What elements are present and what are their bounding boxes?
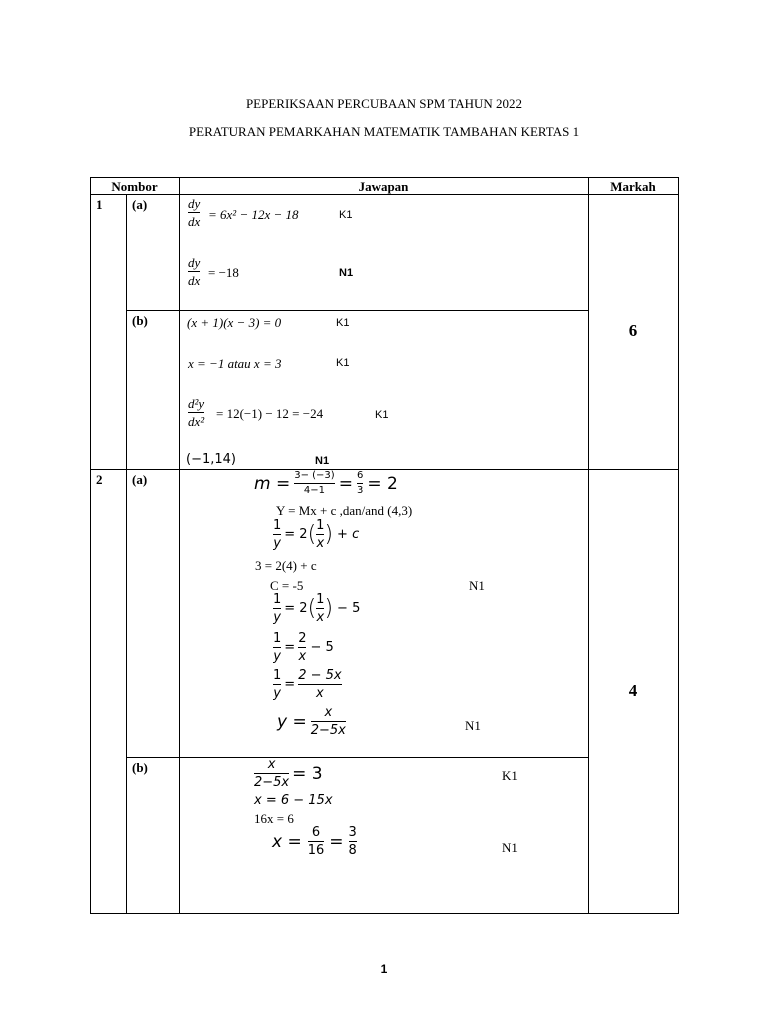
q1a-step1-mark: K1	[339, 209, 353, 221]
q2a-find-c-line: 3 = 2(4) + c	[255, 558, 317, 573]
q2a-c-value: C = -5	[270, 578, 304, 593]
question-2a-label: (a)	[132, 472, 148, 487]
q2a-c-mark: N1	[469, 578, 485, 593]
q1b-step1-mark: K1	[336, 317, 350, 329]
q2a-equation-line: $\frac{1}{y}$ = 2 ( $\frac{1}{x}$ ) − 5	[273, 592, 361, 625]
q2a-substitution-line: $\frac{1}{y}$ = 2 ( $\frac{1}{x}$ ) + c	[273, 518, 360, 551]
q2a-final-mark: N1	[465, 718, 481, 733]
column-header-jawapan: Jawapan	[358, 179, 409, 194]
q1b-step2-expression: x = −1 atau x = 3	[188, 356, 282, 371]
q2b-step2: x = 6 − 15x	[254, 793, 333, 808]
column-header-nombor: Nombor	[111, 179, 158, 194]
q1b-step3-mark: K1	[375, 409, 389, 421]
q1b-step1-expression: (x + 1)(x − 3) = 0	[187, 315, 282, 330]
q1b-step2-mark: K1	[336, 357, 350, 369]
question-2-total-marks: 4	[628, 681, 638, 700]
q1a-derivative-fraction: dy dx	[188, 196, 201, 229]
page-number: 1	[380, 962, 388, 976]
q1b-step4-point: (−1,14)	[186, 452, 236, 467]
q1a-step2-mark: N1	[339, 267, 354, 279]
q2a-simplified-line: $\frac{1}{y}$ = $\frac{2}{x}$ − 5	[273, 631, 334, 664]
q1a-second-fraction: dy dx	[188, 255, 201, 288]
question-1a-label: (a)	[132, 197, 148, 212]
q2b-step1-mark: K1	[502, 768, 518, 783]
question-1-total-marks: 6	[628, 321, 638, 340]
q2a-combined-line: $\frac{1}{y}$ = $\frac{2 - 5x}{x}$	[273, 668, 342, 701]
q1b-step3-rhs: = 12(−1) − 12 = −24	[216, 406, 324, 421]
question-2b-label: (b)	[132, 760, 148, 775]
question-1b-label: (b)	[132, 313, 148, 328]
q2b-step3: 16x = 6	[254, 811, 294, 826]
q1a-step2-rhs: = −18	[208, 265, 239, 280]
question-1-number: 1	[96, 197, 103, 212]
document-subtitle: PERATURAN PEMARKAHAN MATEMATIK TAMBAHAN KERTAS 1	[188, 124, 580, 139]
q2a-line-equation: Y = Mx + c ,dan/and (4,3)	[276, 503, 413, 518]
column-header-markah: Markah	[610, 179, 656, 194]
q2a-gradient-line: m = $\frac{3- (-3)}{4-1}$ = $\frac{6}{3}$ = 2	[254, 470, 398, 496]
q2b-final-answer: x = $\frac{6}{16}$ = $\frac{3}{8}$	[272, 825, 357, 858]
q1b-step4-mark: N1	[315, 455, 330, 467]
q1a-step1-rhs: = 6x² − 12x − 18	[208, 207, 299, 222]
q1b-second-derivative-fraction: d²y dx²	[188, 396, 205, 429]
q2b-final-mark: N1	[502, 840, 518, 855]
q2b-equation-line: $\frac{x}{2-5x}$ = 3	[254, 757, 323, 790]
document-title: PEPERIKSAAN PERCUBAAN SPM TAHUN 2022	[245, 96, 523, 111]
question-2-number: 2	[96, 472, 103, 487]
q2a-final-equation: y = $\frac{x}{2-5x}$	[277, 705, 346, 738]
